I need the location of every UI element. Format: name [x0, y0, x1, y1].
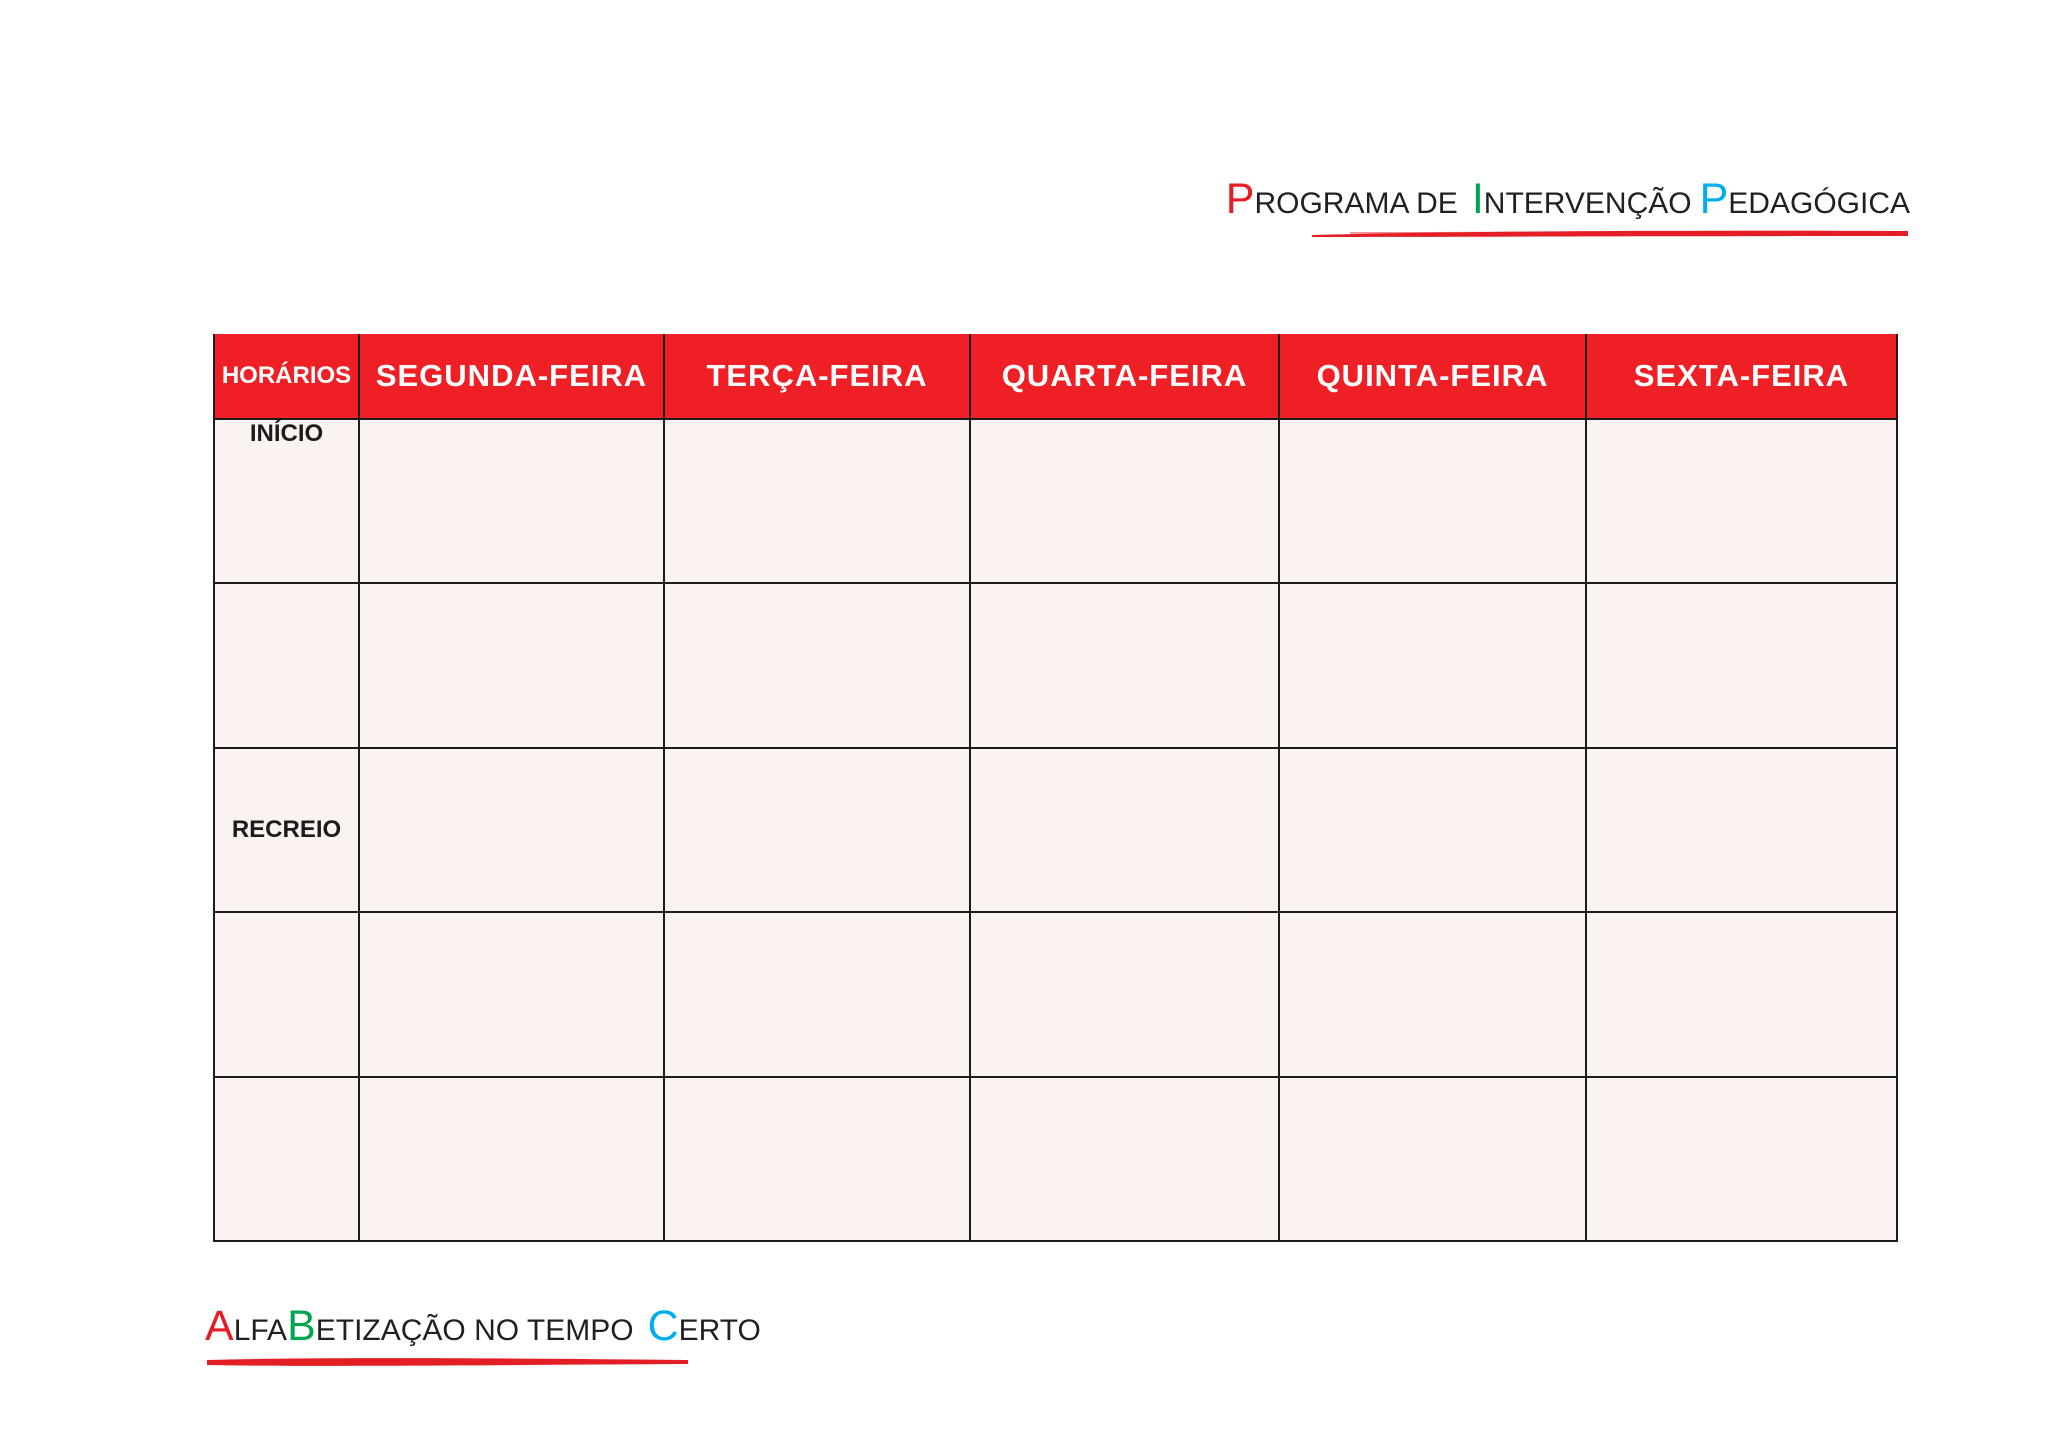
- row-label-empty: [214, 583, 359, 747]
- brush-underline: [205, 1354, 690, 1368]
- schedule-cell[interactable]: [664, 1077, 970, 1241]
- program-footer-text: [205, 1302, 761, 1350]
- schedule-cell[interactable]: [359, 748, 664, 912]
- schedule-cell[interactable]: [1279, 419, 1586, 583]
- table-row: [214, 1077, 1897, 1241]
- table-row: [214, 419, 1897, 583]
- header-horarios: HORÁRIOS: [214, 334, 359, 419]
- program-footer: [205, 1302, 761, 1368]
- header-sexta: SEXTA-FEIRA: [1586, 334, 1897, 419]
- schedule-cell[interactable]: [664, 583, 970, 747]
- row-label-empty: [214, 1077, 359, 1241]
- schedule-cell[interactable]: [970, 912, 1279, 1076]
- schedule-cell[interactable]: [970, 748, 1279, 912]
- header-row: [214, 334, 1897, 419]
- schedule-cell[interactable]: [1586, 1077, 1897, 1241]
- title-cap-i: I: [1471, 175, 1484, 223]
- title-word-programa-de: ROGRAMA DE: [1254, 187, 1458, 220]
- title-cap-p2: P: [1699, 175, 1729, 223]
- schedule-cell[interactable]: [1279, 748, 1586, 912]
- header-segunda: SEGUNDA-FEIRA: [359, 334, 664, 419]
- schedule-cell[interactable]: [664, 748, 970, 912]
- title-word-pedagogica: EDAGÓGICA: [1728, 187, 1910, 220]
- schedule-cell[interactable]: [1586, 912, 1897, 1076]
- schedule-cell[interactable]: [359, 419, 664, 583]
- schedule-cell[interactable]: [1279, 583, 1586, 747]
- schedule-cell[interactable]: [1586, 748, 1897, 912]
- footer-cap-a: A: [205, 1302, 234, 1350]
- title-cap-p1: P: [1225, 175, 1255, 223]
- schedule-cell[interactable]: [970, 419, 1279, 583]
- footer-word-etizacao: ETIZAÇÃO NO TEMPO: [315, 1314, 634, 1347]
- row-label-recreio: RECREIO: [214, 748, 359, 912]
- schedule-cell[interactable]: [359, 1077, 664, 1241]
- table-row: [214, 912, 1897, 1076]
- footer-word-erto: ERTO: [678, 1314, 761, 1347]
- table-row: [214, 583, 1897, 747]
- schedule-cell[interactable]: [1279, 1077, 1586, 1241]
- schedule-cell[interactable]: [1586, 419, 1897, 583]
- header-quarta: QUARTA-FEIRA: [970, 334, 1279, 419]
- schedule-table: [213, 334, 1898, 1242]
- schedule-cell[interactable]: [359, 583, 664, 747]
- table-row: [214, 748, 1897, 912]
- program-title: [1225, 175, 1910, 239]
- title-word-intervencao: NTERVENÇÃO: [1483, 187, 1692, 220]
- footer-cap-c: C: [647, 1302, 679, 1350]
- header-terca: TERÇA-FEIRA: [664, 334, 970, 419]
- schedule-cell[interactable]: [664, 419, 970, 583]
- footer-word-lfa: LFA: [233, 1314, 288, 1347]
- schedule-cell[interactable]: [1279, 912, 1586, 1076]
- row-label-inicio: INÍCIO: [214, 419, 359, 583]
- brush-underline: [1310, 227, 1910, 239]
- schedule-cell[interactable]: [970, 1077, 1279, 1241]
- schedule-cell[interactable]: [970, 583, 1279, 747]
- program-title-text: [1225, 175, 1910, 223]
- header-quinta: QUINTA-FEIRA: [1279, 334, 1586, 419]
- footer-cap-b: B: [287, 1302, 316, 1350]
- schedule-cell[interactable]: [664, 912, 970, 1076]
- schedule-cell[interactable]: [1586, 583, 1897, 747]
- schedule-cell[interactable]: [359, 912, 664, 1076]
- row-label-empty: [214, 912, 359, 1076]
